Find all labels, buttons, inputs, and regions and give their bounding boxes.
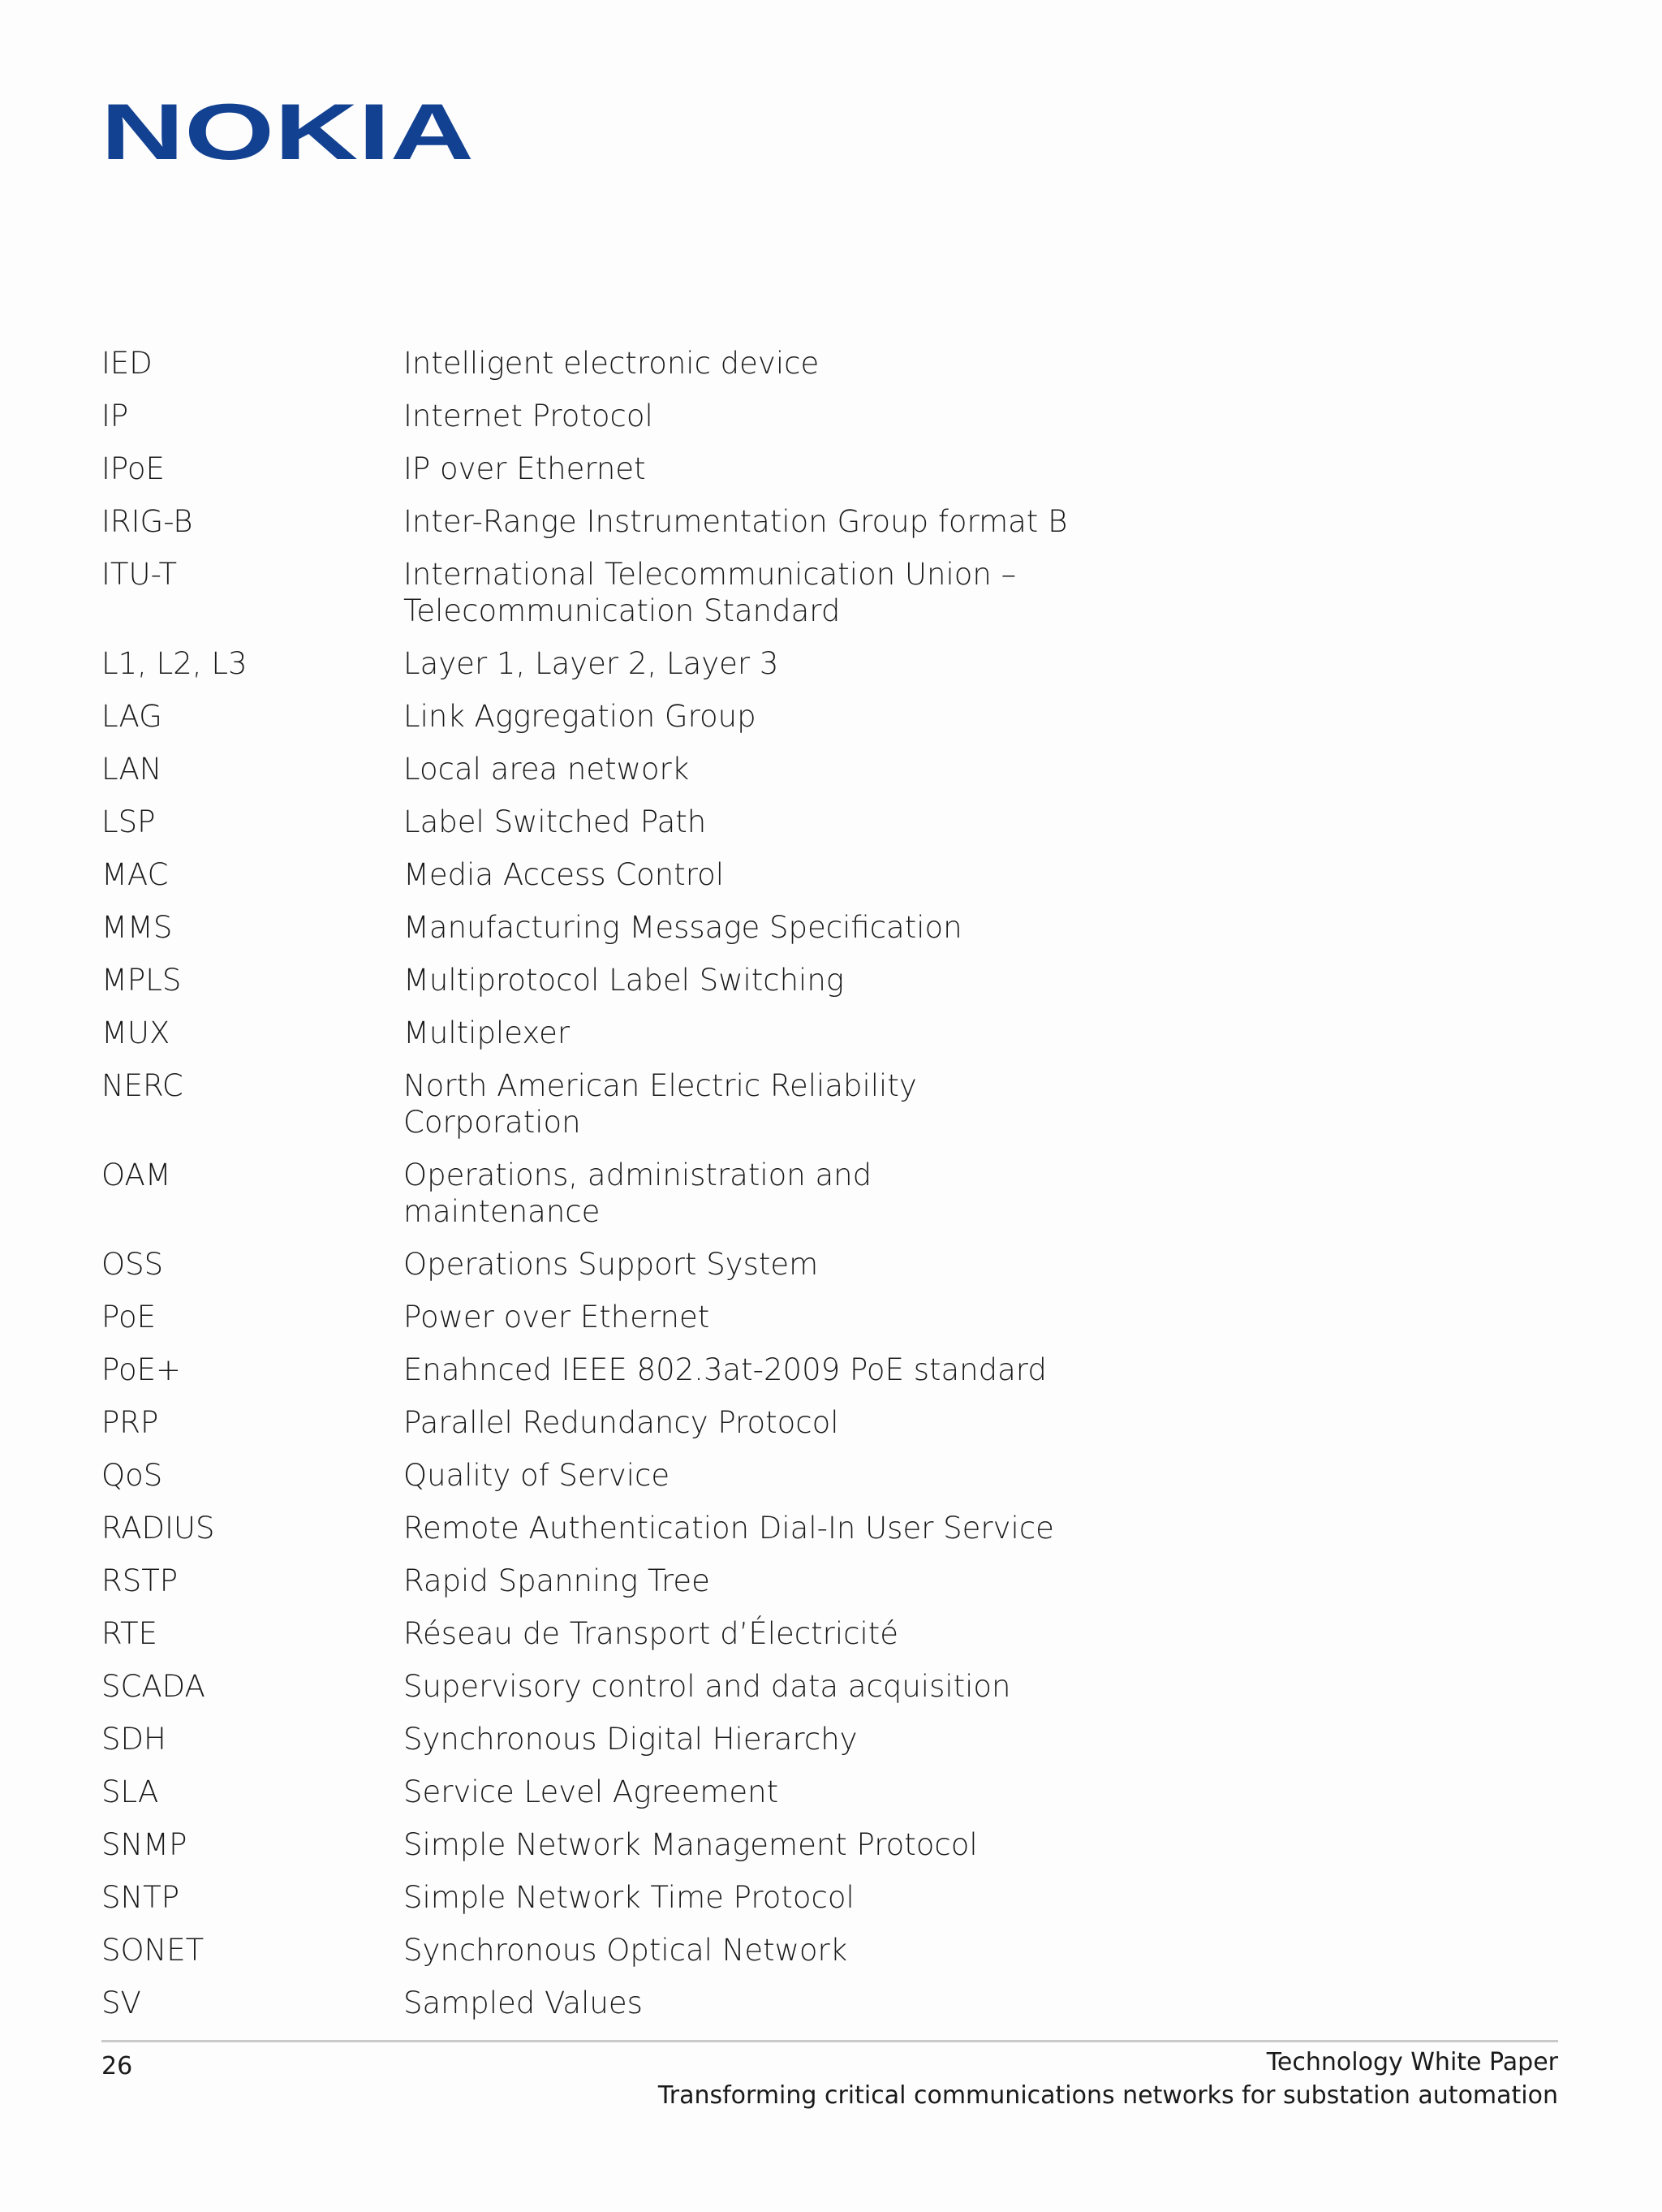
glossary-row [101, 804, 1562, 840]
glossary-abbreviation: SCADA [101, 1669, 205, 1704]
glossary-row [101, 503, 1562, 540]
glossary-abbreviation: LAN [101, 752, 162, 787]
glossary-row [101, 451, 1562, 487]
glossary-definition: Manufacturing Message Specification [403, 910, 962, 945]
glossary-abbreviation: L1, L2, L3 [101, 646, 248, 681]
glossary-abbreviation: QoS [101, 1458, 163, 1493]
glossary-abbreviation: MMS [101, 910, 173, 945]
glossary-row [101, 1879, 1562, 1916]
glossary-row [101, 556, 1562, 629]
glossary-abbreviation: RADIUS [101, 1511, 215, 1546]
glossary-definition: Enahnced IEEE 802.3at-2009 PoE standard [403, 1352, 1047, 1387]
glossary-definition: Multiplexer [403, 1015, 571, 1050]
page-number: 26 [101, 2052, 133, 2080]
glossary-abbreviation: IRIG-B [101, 504, 193, 539]
glossary-abbreviation: SNTP [101, 1880, 180, 1915]
glossary-row [101, 1932, 1562, 1968]
glossary-definition: Supervisory control and data acquisition [403, 1669, 1011, 1704]
glossary-row [101, 1015, 1562, 1051]
glossary-abbreviation: OSS [101, 1247, 164, 1282]
glossary-row [101, 1563, 1562, 1599]
glossary-row [101, 856, 1562, 893]
glossary-abbreviation: PRP [101, 1405, 159, 1440]
glossary-row [101, 645, 1562, 682]
glossary-abbreviation: LAG [101, 699, 162, 734]
glossary-definition: Label Switched Path [403, 804, 707, 839]
glossary-abbreviation: OAM [101, 1158, 171, 1192]
document-title: Transforming critical communications networks for substation automation [657, 2081, 1558, 2110]
glossary-definition: Layer 1, Layer 2, Layer 3 [403, 646, 779, 681]
glossary-abbreviation: RTE [101, 1616, 157, 1651]
glossary-row [101, 1510, 1562, 1546]
glossary-definition: Link Aggregation Group [403, 699, 756, 734]
glossary-row [101, 1246, 1562, 1283]
glossary-row [101, 698, 1562, 735]
glossary-definition: Parallel Redundancy Protocol [403, 1405, 839, 1440]
glossary-definition: North American Electric Reliability Corporation [403, 1068, 917, 1140]
glossary-definition: Inter-Range Instrumentation Group format B [403, 504, 1068, 539]
glossary-row [101, 962, 1562, 998]
glossary-row [101, 1826, 1562, 1863]
glossary-definition: Simple Network Management Protocol [403, 1827, 978, 1862]
glossary-abbreviation: SLA [101, 1774, 159, 1809]
glossary-definition: Sampled Values [403, 1986, 643, 2020]
glossary-row [101, 398, 1562, 434]
glossary-abbreviation: PoE [101, 1300, 157, 1335]
nokia-logo [101, 96, 474, 169]
glossary-definition: Media Access Control [403, 857, 725, 892]
glossary-abbreviation: MUX [101, 1015, 170, 1050]
glossary-row [101, 1157, 1562, 1230]
glossary-row [101, 1985, 1562, 2021]
glossary-abbreviation: SDH [101, 1722, 166, 1757]
glossary-definition: Internet Protocol [403, 399, 653, 433]
glossary-definition: IP over Ethernet [403, 451, 646, 486]
glossary-list [101, 345, 1562, 2037]
glossary-row [101, 1457, 1562, 1494]
glossary-definition: Remote Authentication Dial-In User Service [403, 1511, 1054, 1546]
glossary-definition: Power over Ethernet [403, 1300, 710, 1335]
glossary-definition: Simple Network Time Protocol [403, 1880, 855, 1915]
glossary-row [101, 345, 1562, 382]
footer-document-info [658, 2046, 1558, 2112]
glossary-abbreviation: PoE+ [101, 1352, 182, 1387]
glossary-row [101, 1299, 1562, 1335]
glossary-row [101, 1721, 1562, 1757]
logo-wordmark: NOKIA [101, 96, 474, 169]
glossary-row [101, 1067, 1562, 1140]
glossary-abbreviation: ITU-T [101, 557, 178, 592]
glossary-definition: Multiprotocol Label Switching [403, 963, 844, 998]
glossary-definition: Intelligent electronic device [403, 346, 820, 381]
glossary-definition: Synchronous Optical Network [403, 1933, 848, 1968]
glossary-abbreviation: NERC [101, 1068, 183, 1103]
glossary-definition: International Telecommunication Union – Telecommunication Standard [403, 557, 1017, 628]
glossary-definition: Quality of Service [403, 1458, 670, 1493]
glossary-abbreviation: SONET [101, 1933, 205, 1968]
glossary-row [101, 1615, 1562, 1652]
glossary-abbreviation: MAC [101, 857, 169, 892]
glossary-row [101, 1404, 1562, 1441]
glossary-abbreviation: IED [101, 346, 153, 381]
glossary-definition: Operations Support System [403, 1247, 819, 1282]
footer-divider [101, 2040, 1558, 2042]
glossary-abbreviation: IP [101, 399, 129, 433]
glossary-definition: Rapid Spanning Tree [403, 1563, 710, 1598]
glossary-row [101, 1774, 1562, 1810]
glossary-abbreviation: LSP [101, 804, 156, 839]
glossary-row [101, 1352, 1562, 1388]
glossary-abbreviation: MPLS [101, 963, 182, 998]
glossary-definition: Service Level Agreement [403, 1774, 779, 1809]
glossary-definition: Operations, administration and maintenance [403, 1158, 872, 1229]
glossary-abbreviation: RSTP [101, 1563, 179, 1598]
glossary-row [101, 1668, 1562, 1705]
glossary-definition: Synchronous Digital Hierarchy [403, 1722, 858, 1757]
glossary-abbreviation: SV [101, 1986, 141, 2020]
glossary-abbreviation: SNMP [101, 1827, 187, 1862]
document-type: Technology White Paper [1266, 2048, 1558, 2076]
glossary-definition: Local area network [403, 752, 690, 787]
glossary-abbreviation: IPoE [101, 451, 165, 486]
glossary-row [101, 909, 1562, 946]
glossary-definition: Réseau de Transport d’Électricité [403, 1616, 899, 1651]
glossary-row [101, 751, 1562, 787]
